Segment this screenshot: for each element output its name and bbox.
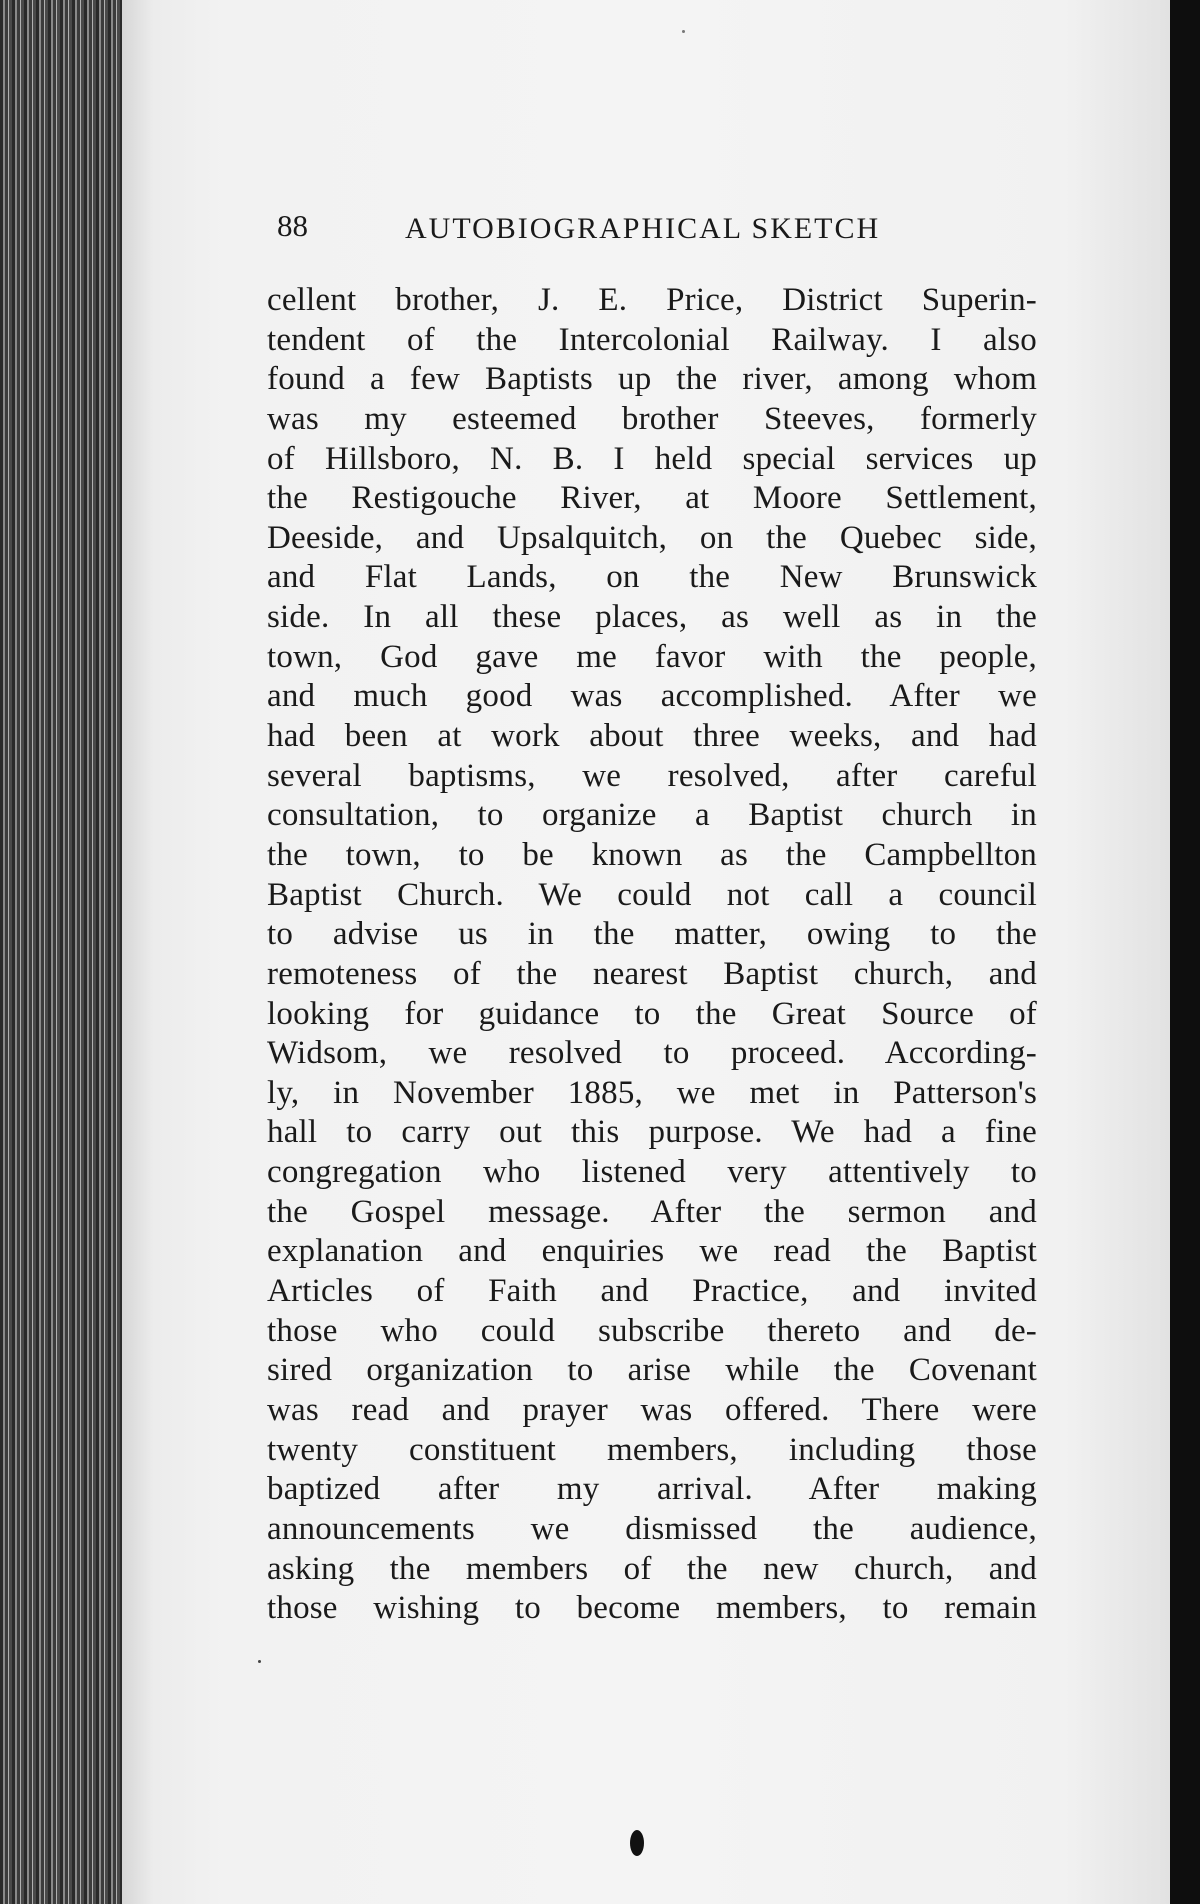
text-line: and Flat Lands, on the New Brunswick: [267, 559, 1037, 596]
text-line: Widsom, we resolved to proceed. According-: [267, 1035, 1037, 1072]
text-line: the town, to be known as the Campbellton: [267, 836, 1037, 873]
text-line: side. In all these places, as well as in the: [267, 599, 1037, 636]
text-line: consultation, to organize a Baptist church in: [267, 797, 1037, 834]
text-line: found a few Baptists up the river, among whom: [267, 361, 1037, 398]
body-text: [267, 281, 1037, 1629]
text-line: twenty constituent members, including those: [267, 1431, 1037, 1468]
text-line: hall to carry out this purpose. We had a fine: [267, 1114, 1037, 1151]
ink-dot: [258, 1660, 261, 1663]
text-line: town, God gave me favor with the people,: [267, 638, 1037, 675]
text-line: of Hillsboro, N. B. I held special services up: [267, 440, 1037, 477]
scan-border: [1170, 0, 1200, 1904]
text-line: baptized after my arrival. After making: [267, 1471, 1037, 1508]
text-line: to advise us in the matter, owing to the: [267, 916, 1037, 953]
text-line: was my esteemed brother Steeves, formerly: [267, 400, 1037, 437]
book-page: [122, 0, 1170, 1904]
ink-dot: [682, 30, 685, 33]
text-line: and much good was accomplished. After we: [267, 678, 1037, 715]
text-line: was read and prayer was offered. There were: [267, 1391, 1037, 1428]
text-line: tendent of the Intercolonial Railway. I also: [267, 321, 1037, 358]
text-line: cellent brother, J. E. Price, District Superin-: [267, 282, 1037, 318]
text-line: the Gospel message. After the sermon and: [267, 1193, 1037, 1230]
text-line: congregation who listened very attentively to: [267, 1154, 1037, 1191]
text-line: announcements we dismissed the audience,: [267, 1510, 1037, 1547]
text-line: several baptisms, we resolved, after careful: [267, 757, 1037, 794]
text-line: those wishing to become members, to remain: [267, 1590, 1037, 1627]
text-line: Baptist Church. We could not call a council: [267, 876, 1037, 913]
text-line: those who could subscribe thereto and de-: [267, 1312, 1037, 1349]
text-line: Articles of Faith and Practice, and invited: [267, 1273, 1037, 1310]
running-head: [277, 208, 1037, 248]
text-line: asking the members of the new church, and: [267, 1550, 1037, 1587]
text-line: Deeside, and Upsalquitch, on the Quebec side,: [267, 519, 1037, 556]
text-line: had been at work about three weeks, and had: [267, 718, 1037, 755]
text-line: looking for guidance to the Great Source of: [267, 995, 1037, 1032]
text-line: explanation and enquiries we read the Baptist: [267, 1233, 1037, 1270]
text-line: sired organization to arise while the Covenant: [267, 1352, 1037, 1389]
book-page-edges: [0, 0, 130, 1904]
page-number: 88: [277, 208, 308, 243]
ink-speck: [630, 1830, 644, 1856]
text-line: the Restigouche River, at Moore Settlement,: [267, 480, 1037, 517]
running-head-title: AUTOBIOGRAPHICAL SKETCH: [405, 212, 881, 245]
text-line: ly, in November 1885, we met in Patterson's: [267, 1074, 1037, 1111]
text-line: remoteness of the nearest Baptist church, and: [267, 955, 1037, 992]
